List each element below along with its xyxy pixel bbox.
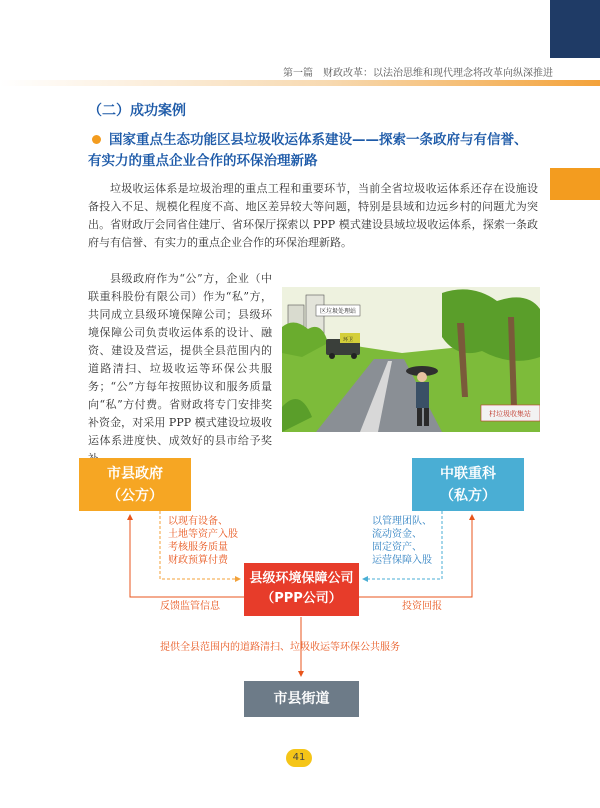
gov-input-item: 财政预算付费 [168,555,228,566]
paragraph-model: 县级政府作为“公”方，企业（中联重科股份有限公司）作为“私”方，共同成立县级环境保障公司；县级环境保障公司负责收运体系的设计、融资、建设及营运，提供全县范围内的道路清扫、垃圾收运等环保公共服务；“公”方每年按照协议和服务质量向“私”方付费。省财政将专门安排奖补资金，对采用 PPP 模式建设垃圾收运体系进度快、成效好的县市给予奖 [88,272,272,447]
case-title-text: 国家重点生态功能区县垃圾收运体系建设——探索一条政府与有信誉、有实力的重点企业合作的环保治理新路 [88,132,528,169]
zoomlion-input-item: 运营保障入股 [372,555,432,566]
page-number: 41 [286,749,312,767]
gov-input-item: 以现有设备、 [168,516,228,527]
public-service-label: 提供全县范围内的道路清扫、垃圾收运等环保公共服务 [160,642,400,653]
gov-box-title: 市县政府 [107,466,163,482]
gov-box [79,458,191,511]
zoomlion-box-subtitle: （私方） [440,488,496,504]
zoomlion-input-item: 流动资金、 [372,529,422,540]
ppp-company-box [244,563,359,616]
zoomlion-input-item: 以管理团队、 [372,516,432,527]
gov-input-item: 土地等资产入股 [168,529,238,540]
zoomlion-box-title: 中联重科 [440,466,496,482]
ppp-box-title: 县级环境保障公司 [249,571,354,586]
zoomlion-input-item: 固定资产、 [372,542,422,553]
station-sign-label: 区垃圾处理站 [319,308,357,315]
investment-return-label: 投资回报 [402,601,442,612]
paragraph-intro: 垃圾收运体系是垃圾治理的重点工程和重要环节，当前全省垃圾收运体系还存在设施设备投入不足、规模化程度不高、地区差异较大等问题，特别是县域和边远乡村的问题尤为突出。省财政厅会同省住建厅、省环保厅探索以 PPP 模式建设县域垃圾收运体系，探索一条政府与有信誉、有实力的重点企业合作的环保治理新路。 [88,182,538,249]
zoomlion-input-list [372,515,432,567]
street-box: 市县街道 [244,681,359,717]
truck-label: 环卫 [342,337,354,343]
running-head: 第一篇 财政改革：以法治思维和现代理念将改革向纵深推进 [283,68,553,79]
feedback-label: 反馈监管信息 [160,601,220,612]
section-title: （二）成功案例 [88,103,186,119]
ppp-box-subtitle: （PPP公司） [261,591,342,606]
zoomlion-box [412,458,524,511]
collection-sign-label: 村垃圾收集站 [489,410,531,418]
gov-input-list [168,515,238,567]
gov-box-subtitle: （公方） [107,488,163,504]
gov-input-item: 考核服务质量 [168,542,228,553]
